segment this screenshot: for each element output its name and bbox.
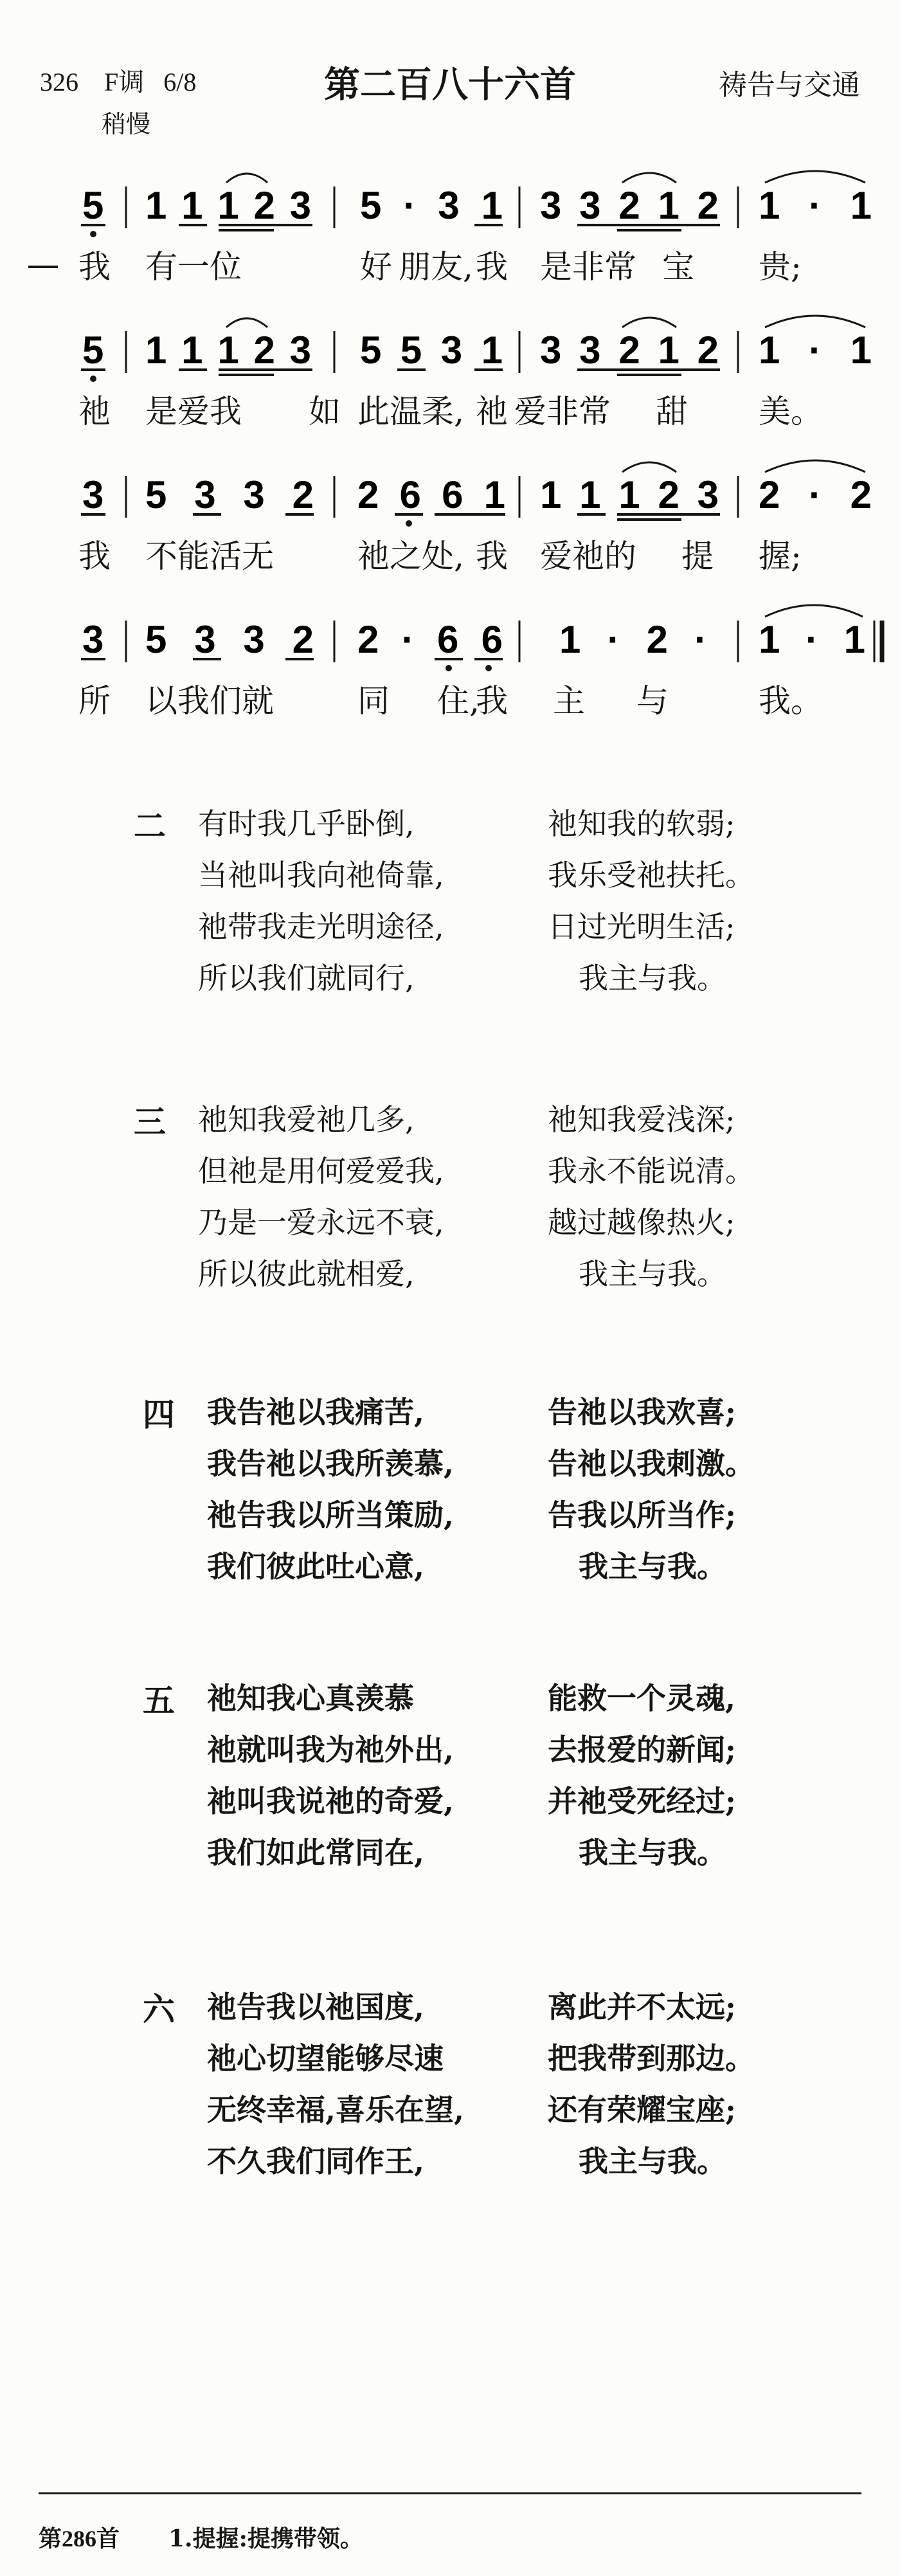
stanza-line bbox=[0, 2138, 900, 2190]
notation-line-2 bbox=[81, 316, 872, 382]
stanza-line bbox=[0, 1389, 900, 1440]
stanza-line-text: 祂知我爱祂几多, bbox=[198, 1102, 415, 1137]
footnote-hymn-number: 第286首 bbox=[39, 2526, 120, 2552]
stanza-number: 四 bbox=[143, 1395, 175, 1433]
lyric: 宝 bbox=[662, 248, 694, 286]
lyric: 是非常 bbox=[540, 248, 636, 286]
note: 1 · 1 bbox=[759, 184, 872, 227]
lyric: 所 bbox=[78, 682, 111, 720]
stanza-line-text: 祂就叫我为祂外出, bbox=[207, 1732, 455, 1767]
stanza-line-text: 把我带到那边。 bbox=[548, 2041, 755, 2076]
lyric: 我 bbox=[476, 538, 508, 575]
stanza-line bbox=[0, 1778, 900, 1829]
lyric-dash bbox=[28, 266, 58, 268]
note: 2 · 2 bbox=[759, 473, 872, 516]
note: 1 1 1 2 3 bbox=[145, 329, 311, 372]
stanza-line-text: 我永不能说清。 bbox=[548, 1154, 755, 1188]
stanza-line-text: 告祂以我欢喜; bbox=[548, 1395, 736, 1429]
stanza-line-text: 我主与我。 bbox=[579, 1256, 726, 1291]
stanza-line-text: 我主与我。 bbox=[579, 961, 726, 995]
lyric: 我 bbox=[78, 538, 111, 575]
stanza-line-text: 祂带我走光明途径, bbox=[198, 909, 444, 944]
stanza-line bbox=[0, 2087, 900, 2138]
stanza-line-text: 祂知我心真羡慕 bbox=[207, 1681, 414, 1716]
lyric: 爱祂的 bbox=[540, 538, 636, 575]
lyric: 有一位 bbox=[145, 248, 242, 286]
lyric: 提 bbox=[681, 538, 714, 575]
lyric: 好 bbox=[360, 248, 392, 286]
stanza-line bbox=[0, 1727, 900, 1778]
note: 1 1 1 2 3 bbox=[145, 184, 311, 227]
stanza-line-text: 我乐受祂扶托。 bbox=[548, 858, 755, 893]
lyric-line-1 bbox=[0, 241, 900, 293]
lyric-line-4 bbox=[0, 675, 900, 727]
note: 3 bbox=[82, 618, 104, 661]
note: 5 bbox=[82, 329, 104, 372]
lyric: 我 bbox=[78, 248, 111, 286]
hymn-time: 6/8 bbox=[163, 68, 197, 96]
stanza-line-text: 还有荣耀宝座; bbox=[548, 2092, 736, 2127]
stanza-line-text: 祂告我以祂国度, bbox=[207, 1990, 425, 2024]
hymn-title: 第二百八十六首 bbox=[324, 64, 576, 106]
stanza-line-text: 能救一个灵魂, bbox=[548, 1681, 736, 1716]
stanza-line bbox=[0, 2035, 900, 2087]
note: 5 3 3 2 bbox=[145, 473, 314, 516]
stanza-line-text: 祂知我的软弱; bbox=[548, 806, 735, 841]
stanza-line bbox=[0, 1543, 900, 1595]
lyric: 主 bbox=[553, 682, 585, 720]
hymn-key: F调 bbox=[104, 68, 145, 96]
notation-line-3 bbox=[81, 460, 872, 527]
stanza-line bbox=[0, 903, 900, 955]
note: 1 1 1 2 3 bbox=[540, 473, 719, 516]
stanza-line bbox=[0, 801, 900, 852]
stanza-line-text: 越过越像热火; bbox=[548, 1205, 735, 1240]
notation-line-1 bbox=[81, 171, 872, 237]
lyric: 是爱我 bbox=[145, 393, 242, 430]
stanza-line-text: 告我以所当作; bbox=[548, 1498, 736, 1532]
note: 3 bbox=[82, 473, 104, 516]
note: 1 · 1 bbox=[759, 618, 865, 661]
stanza-line-text: 有时我几乎卧倒, bbox=[198, 806, 415, 841]
lyric: 我 bbox=[476, 248, 508, 286]
stanza-line bbox=[0, 1440, 900, 1492]
note: 3 3 2 1 2 bbox=[540, 184, 719, 227]
stanza-line-text: 所以我们就同行, bbox=[198, 961, 415, 995]
stanza-line-text: 日过光明生活; bbox=[548, 909, 735, 944]
stanza-line bbox=[0, 955, 900, 1006]
lyric: 我 bbox=[476, 682, 508, 720]
lyric: 甜 bbox=[656, 393, 688, 430]
hymn-number: 326 bbox=[40, 68, 78, 96]
note: 5 3 3 2 bbox=[145, 618, 314, 661]
note: 1 · 2 · bbox=[559, 618, 707, 661]
stanza-line bbox=[0, 1829, 900, 1881]
note: 5 5 3 1 bbox=[360, 329, 503, 372]
stanza-line-text: 但祂是用何爱爱我, bbox=[198, 1154, 444, 1188]
stanza-line-text: 并祂受死经过; bbox=[548, 1784, 736, 1819]
lyric: 朋友, bbox=[399, 248, 473, 286]
stanza-line-text: 无终幸福,喜乐在望, bbox=[207, 2092, 465, 2127]
stanza-line-text: 祂心切望能够尽速 bbox=[207, 2041, 444, 2076]
stanza-line-text: 我主与我。 bbox=[579, 1549, 726, 1584]
stanza-number: 五 bbox=[143, 1682, 175, 1719]
lyric: 握; bbox=[759, 538, 802, 575]
stanza-line-text: 我们如此常同在, bbox=[207, 1835, 425, 1870]
stanza-line bbox=[0, 1096, 900, 1148]
lyric: 贵; bbox=[759, 248, 802, 286]
lyric-line-3 bbox=[0, 531, 900, 582]
stanza-line-text: 告祂以我刺激。 bbox=[548, 1446, 755, 1481]
lyric: 不能活无 bbox=[145, 538, 274, 575]
stanza-line-text: 乃是一爱永远不衰, bbox=[198, 1205, 444, 1240]
stanza-line-text: 我主与我。 bbox=[579, 2144, 726, 2179]
stanza-line-text: 所以彼此就相爱, bbox=[198, 1256, 415, 1291]
stanza-line bbox=[0, 1675, 900, 1727]
note: 2 · 6 6 bbox=[357, 618, 503, 661]
lyric: 祂 bbox=[78, 393, 111, 430]
lyric: 我。 bbox=[759, 682, 823, 720]
footer-rule bbox=[39, 2492, 861, 2494]
stanza-line-text: 我告祂以我痛苦, bbox=[207, 1395, 425, 1429]
lyric-line-2 bbox=[0, 386, 900, 437]
note: 5 · 3 1 bbox=[360, 184, 503, 227]
stanza-number: 二 bbox=[134, 807, 166, 845]
stanza-line-text: 我告祂以我所羡慕, bbox=[207, 1446, 455, 1481]
stanza-line-text: 祂叫我说祂的奇爱, bbox=[207, 1784, 455, 1819]
lyric: 祂之处, bbox=[357, 538, 464, 575]
lyric: 住, bbox=[437, 682, 480, 720]
hymn-category: 祷告与交通 bbox=[719, 69, 860, 102]
lyric: 同 bbox=[357, 682, 390, 720]
stanza-line-text: 祂知我爱浅深; bbox=[548, 1102, 735, 1137]
note: 2 6 6 1 bbox=[357, 473, 505, 516]
stanza-number: 三 bbox=[134, 1103, 166, 1141]
stanza-line bbox=[0, 1984, 900, 2035]
note: 5 bbox=[82, 184, 104, 227]
stanza-line-text: 不久我们同作王, bbox=[207, 2144, 425, 2179]
lyric: 与 bbox=[636, 682, 669, 720]
lyric: 美。 bbox=[759, 393, 823, 430]
stanza-line-text: 去报爱的新闻; bbox=[548, 1732, 736, 1767]
note: 1 · 1 bbox=[759, 329, 872, 372]
lyric: 此温柔, bbox=[357, 393, 464, 430]
stanza-line-text: 我们彼此吐心意, bbox=[207, 1549, 425, 1584]
stanza-line bbox=[0, 1148, 900, 1199]
stanza-line-text: 当祂叫我向祂倚靠, bbox=[198, 858, 444, 893]
lyric: 以我们就 bbox=[145, 682, 274, 720]
stanza-number: 六 bbox=[143, 1990, 175, 2028]
stanza-line-text: 离此并不太远; bbox=[548, 1990, 736, 2024]
stanza-line bbox=[0, 1251, 900, 1302]
note: 3 3 2 1 2 bbox=[540, 329, 719, 372]
stanza-line-text: 我主与我。 bbox=[579, 1835, 726, 1870]
notation-line-4 bbox=[81, 605, 882, 671]
stanza-line bbox=[0, 852, 900, 903]
stanza-line bbox=[0, 1492, 900, 1543]
footnote-text: 1.提握:提携带领。 bbox=[168, 2525, 363, 2552]
stanza-line-text: 祂告我以所当策励, bbox=[207, 1498, 455, 1532]
tempo-marking: 稍慢 bbox=[102, 110, 151, 138]
lyric: 如 bbox=[309, 393, 341, 430]
stanza-line bbox=[0, 1199, 900, 1251]
lyric: 祂 bbox=[476, 393, 508, 430]
lyric: 爱非常 bbox=[514, 393, 611, 430]
